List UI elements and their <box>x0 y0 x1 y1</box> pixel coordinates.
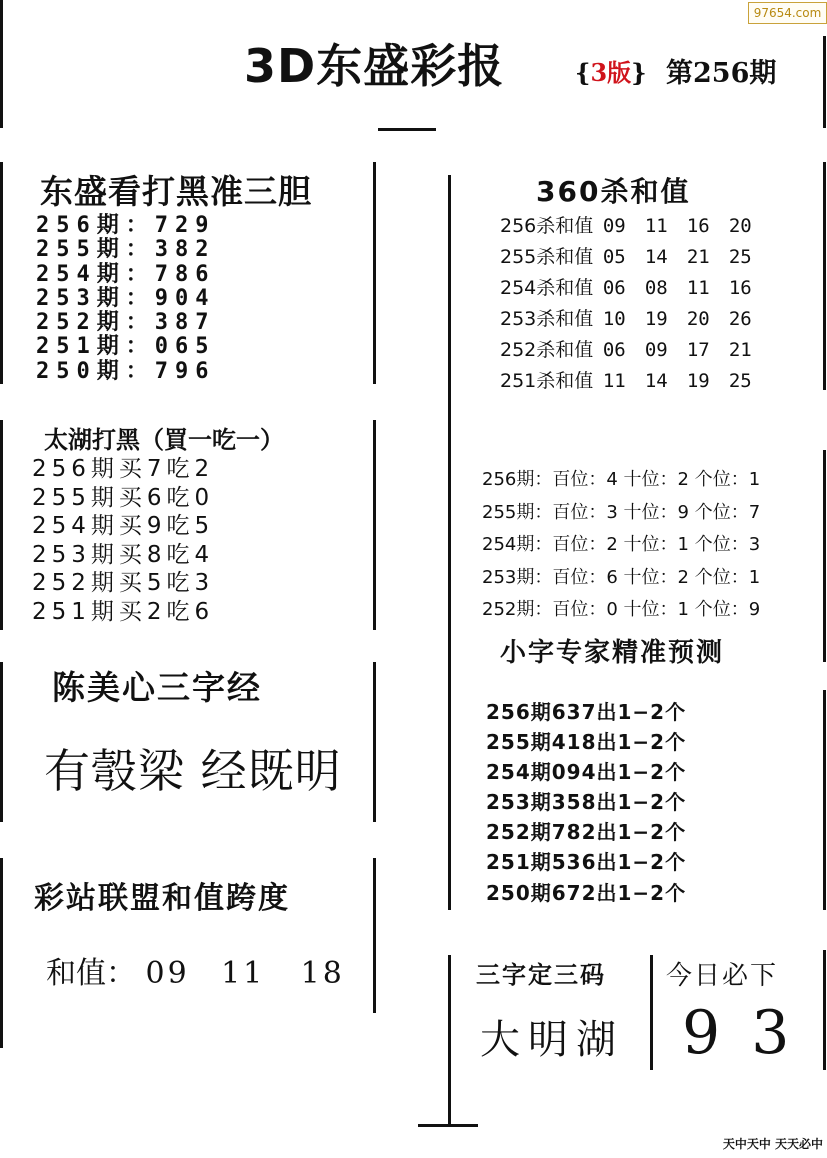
list-item: 254期：百位：2 十位：1 个位：3 <box>482 534 761 555</box>
right-rule-2 <box>823 450 826 662</box>
mid-rule-4 <box>373 858 376 1013</box>
positions-list <box>482 464 760 627</box>
caizhan-value: 18 <box>300 956 345 991</box>
issue-number: 第256期 <box>666 58 777 89</box>
taihu-heading: 太湖打黑（買一吃一） <box>44 426 284 454</box>
kill-num: 19 <box>644 308 668 330</box>
taihu-list <box>32 455 214 627</box>
site-watermark: 97654.com <box>748 2 827 24</box>
header-divider <box>378 128 436 131</box>
mid-rule-3 <box>373 662 376 822</box>
kill-num: 11 <box>602 370 626 392</box>
kill-num: 17 <box>686 339 710 361</box>
kill-num: 08 <box>644 277 668 299</box>
kill-num: 06 <box>602 339 626 361</box>
dongsheng-heading: 东盛看打黑准三胆 <box>40 172 312 211</box>
left-rule-1 <box>0 162 3 384</box>
list-item: 256期637出1−2个 <box>486 700 687 724</box>
list-item: 252期782出1−2个 <box>486 820 687 845</box>
center-spine <box>448 175 451 910</box>
caizhan-heading: 彩站联盟和值跨度 <box>34 881 290 916</box>
list-item <box>500 242 761 273</box>
list-item: 251期：065 <box>36 334 216 360</box>
list-item: 252期：387 <box>36 310 216 336</box>
list-item <box>500 304 761 335</box>
mid-rule-2 <box>373 420 376 630</box>
kill-num: 10 <box>602 308 626 330</box>
kill-num: 25 <box>728 370 752 392</box>
list-item: 256期：729 <box>36 213 216 238</box>
dongsheng-list <box>36 214 215 384</box>
today-value: 9 3 <box>682 998 796 1068</box>
kill-sum-list <box>500 211 761 397</box>
left-rule-2 <box>0 420 3 630</box>
list-item: 254期094出1−2个 <box>486 760 687 785</box>
left-rule-4 <box>0 858 3 1048</box>
kill-num: 21 <box>728 339 752 361</box>
kill-num: 16 <box>728 277 752 299</box>
list-item: 253期：904 <box>36 285 216 311</box>
list-item: 251期536出1−2个 <box>486 850 687 875</box>
kill-label: 254杀和值 <box>500 277 594 299</box>
mid-rule-1 <box>373 162 376 384</box>
kill-num: 05 <box>602 246 626 268</box>
chen-heading: 陈美心三字经 <box>52 668 262 707</box>
kill-sum-heading: 360杀和值 <box>536 175 691 208</box>
caizhan-values <box>46 948 345 992</box>
kill-num: 20 <box>686 308 710 330</box>
kill-num: 14 <box>644 246 668 268</box>
list-item: 256期买7吃2 <box>32 456 215 482</box>
caizhan-value: 11 <box>221 956 266 991</box>
frame-left-top <box>0 0 3 128</box>
right-rule-1 <box>823 162 826 390</box>
list-item: 253期买8吃4 <box>32 541 215 568</box>
kill-num: 25 <box>728 246 752 268</box>
list-item <box>500 335 761 366</box>
list-item: 253期：百位：6 十位：2 个位：1 <box>482 566 761 588</box>
right-rule-4 <box>823 950 826 1070</box>
list-item: 253期358出1−2个 <box>486 790 687 815</box>
today-divider <box>650 955 653 1070</box>
kill-num: 06 <box>602 277 626 299</box>
kill-label: 252杀和值 <box>500 339 594 361</box>
kill-label: 256杀和值 <box>500 215 594 237</box>
today-heading: 今日必下 <box>666 961 779 991</box>
list-item: 251期买2吃6 <box>32 598 215 625</box>
right-rule-3 <box>823 690 826 910</box>
list-item: 255期：百位：3 十位：9 个位：7 <box>482 501 761 523</box>
kill-num: 09 <box>602 215 626 237</box>
edition-number: 3版 <box>590 58 632 87</box>
expert-list <box>486 697 686 908</box>
list-item: 252期买5吃3 <box>32 570 215 597</box>
edition-open-brace: { <box>575 58 591 87</box>
list-item: 252期：百位：0 十位：1 个位：9 <box>482 599 761 620</box>
list-item: 255期买6吃0 <box>32 484 215 511</box>
three-char-value: 大明湖 <box>480 1017 624 1063</box>
chen-verse: 有彀梁 经既明 <box>44 744 342 798</box>
three-char-heading: 三字定三码 <box>476 961 606 989</box>
kill-num: 20 <box>728 215 752 237</box>
spine-foot <box>418 1124 478 1127</box>
list-item <box>500 273 761 304</box>
list-item: 250期672出1−2个 <box>486 880 687 905</box>
caizhan-value: 09 <box>145 956 190 991</box>
caizhan-label: 和值： <box>46 956 136 991</box>
kill-num: 11 <box>644 215 668 237</box>
kill-num: 26 <box>728 308 752 330</box>
edition-close-brace: } <box>631 58 647 87</box>
kill-label: 255杀和值 <box>500 246 594 268</box>
list-item: 255期：382 <box>36 237 216 263</box>
kill-num: 19 <box>686 370 710 392</box>
expert-heading: 小字专家精准预测 <box>500 638 725 668</box>
list-item: 255期418出1−2个 <box>486 730 687 755</box>
list-item: 250期：796 <box>36 358 216 384</box>
frame-right-top <box>823 36 826 128</box>
footer-slogan: 天中天中 天天必中 <box>722 1137 823 1151</box>
list-item <box>500 366 761 397</box>
kill-label: 253杀和值 <box>500 308 594 330</box>
kill-label: 251杀和值 <box>500 370 594 392</box>
center-spine-bottom <box>448 955 451 1127</box>
kill-num: 21 <box>686 246 710 268</box>
list-item <box>500 211 761 242</box>
list-item: 254期：786 <box>36 261 216 287</box>
left-rule-3 <box>0 662 3 822</box>
kill-num: 11 <box>686 277 710 299</box>
kill-num: 09 <box>644 339 668 361</box>
list-item: 254期买9吃5 <box>32 513 215 540</box>
edition-label <box>575 53 647 88</box>
kill-num: 14 <box>644 370 668 392</box>
kill-num: 16 <box>686 215 710 237</box>
list-item: 256期：百位：4 十位：2 个位：1 <box>482 469 761 490</box>
page-title: 3D东盛彩报 <box>244 39 505 93</box>
